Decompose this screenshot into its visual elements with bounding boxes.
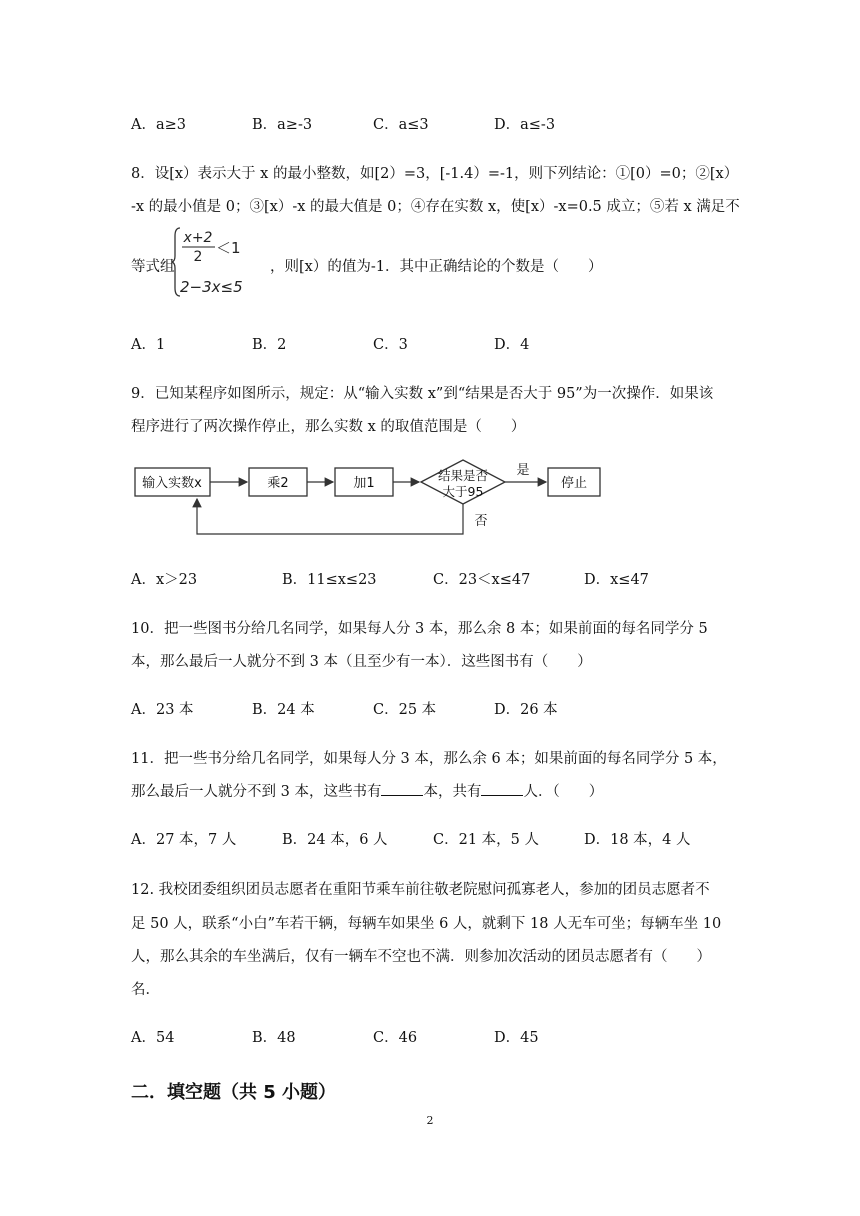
q11-line2-part-a: 那么最后一人就分不到 3 本，这些书有 xyxy=(131,784,382,800)
q7-option-a: A．a≥3 xyxy=(131,117,186,133)
q9-line2: 程序进行了两次操作停止，那么实数 x 的取值范围是（ ） xyxy=(131,419,526,435)
q9-flowchart xyxy=(125,452,610,542)
q8-line2: -x 的最小值是 0；③[x）-x 的最大值是 0；④存在实数 x，使[x）-x=0.5 成立；⑤若 x 满足不 xyxy=(131,199,740,215)
q8-option-c: C．3 xyxy=(373,337,408,353)
flow-multiply-label: 乘2 xyxy=(267,476,289,491)
q12-option-a: A．54 xyxy=(131,1030,175,1046)
q11-line2-part-c: 人．（ ） xyxy=(523,784,604,800)
q10-option-d: D．26 本 xyxy=(494,702,558,718)
q7-option-c: C．a≤3 xyxy=(373,117,429,133)
flow-condition-line1: 结果是否 xyxy=(437,468,489,483)
q9-option-d: D．x≤47 xyxy=(584,572,649,588)
q10-option-c: C．25 本 xyxy=(373,702,437,718)
q11-line1: 11．把一些书分给几名同学，如果每人分 3 本，那么余 6 本；如果前面的每名同学分 5 本， xyxy=(131,751,727,767)
q10-option-a: A．23 本 xyxy=(131,702,194,718)
q8-line3-pre: 等式组 xyxy=(131,259,175,275)
q9-option-a: A．x＞23 xyxy=(131,572,198,588)
flow-stop-label: 停止 xyxy=(560,476,588,491)
q9-line1: 9．已知某程序如图所示，规定：从“输入实数 x”到“结果是否大于 95”为一次操作．如果该 xyxy=(131,386,714,402)
flow-input-label: 输入实数x xyxy=(142,476,202,491)
flow-no-label: 否 xyxy=(474,514,488,529)
q12-option-d: D．45 xyxy=(494,1030,539,1046)
section-title: 二．填空题（共 5 小题） xyxy=(131,1082,337,1103)
flow-yes-label: 是 xyxy=(516,463,530,478)
q11-option-d: D．18 本，4 人 xyxy=(584,832,691,848)
q11-option-b: B．24 本，6 人 xyxy=(282,832,388,848)
flow-add-label: 加1 xyxy=(353,476,375,491)
q11-blank-people xyxy=(481,783,523,796)
q11-line2 xyxy=(131,780,603,801)
q7-option-d: D．a≤-3 xyxy=(494,117,556,133)
q8-line3-post: ，则[x）的值为-1．其中正确结论的个数是（ ） xyxy=(270,259,603,275)
q8-eq1-denominator: 2 xyxy=(193,249,203,265)
q10-line1: 10．把一些图书分给几名同学，如果每人分 3 本，那么余 8 本；如果前面的每名同学分 5 xyxy=(131,621,708,637)
q12-option-c: C．46 xyxy=(373,1030,418,1046)
q8-option-a: A．1 xyxy=(131,337,166,353)
page-number: 2 xyxy=(426,1114,434,1127)
q12-line1: 12. 我校团委组织团员志愿者在重阳节乘车前往敬老院慰问孤寡老人，参加的团员志愿者不 xyxy=(131,882,710,898)
q9-option-c: C．23＜x≤47 xyxy=(433,572,531,588)
q12-line3: 人，那么其余的车坐满后，仅有一辆车不空也不满．则参加次活动的团员志愿者有（ ） xyxy=(131,949,711,965)
flow-condition-line2: 大于95 xyxy=(442,484,484,499)
q8-eq2: 2−3x≤5 xyxy=(180,278,243,296)
q11-option-c: C．21 本，5 人 xyxy=(433,832,539,848)
q8-line1: 8．设[x）表示大于 x 的最小整数，如[2）=3，[-1.4）=-1，则下列结论：①[0）=0；②[x） xyxy=(131,166,739,182)
q8-eq1-numerator: x+2 xyxy=(183,230,213,246)
q8-inequality-system xyxy=(172,226,262,298)
q7-option-b: B．a≥-3 xyxy=(252,117,313,133)
q12-line4: 名． xyxy=(131,982,160,998)
q12-line2: 足 50 人，联系“小白”车若干辆，每辆车如果坐 6 人，就剩下 18 人无车可坐；每辆车坐 10 xyxy=(131,916,722,932)
q11-blank-books xyxy=(381,783,423,796)
q8-option-b: B．2 xyxy=(252,337,287,353)
q8-eq1-relation: ＜1 xyxy=(216,239,241,257)
q9-option-b: B．11≤x≤23 xyxy=(282,572,377,588)
q8-option-d: D．4 xyxy=(494,337,530,353)
q11-line2-part-b: 本，共有 xyxy=(423,784,482,800)
q10-option-b: B．24 本 xyxy=(252,702,315,718)
q12-option-b: B．48 xyxy=(252,1030,296,1046)
q11-option-a: A．27 本，7 人 xyxy=(131,832,237,848)
q10-line2: 本，那么最后一人就分不到 3 本（且至少有一本）．这些图书有（ ） xyxy=(131,654,592,670)
